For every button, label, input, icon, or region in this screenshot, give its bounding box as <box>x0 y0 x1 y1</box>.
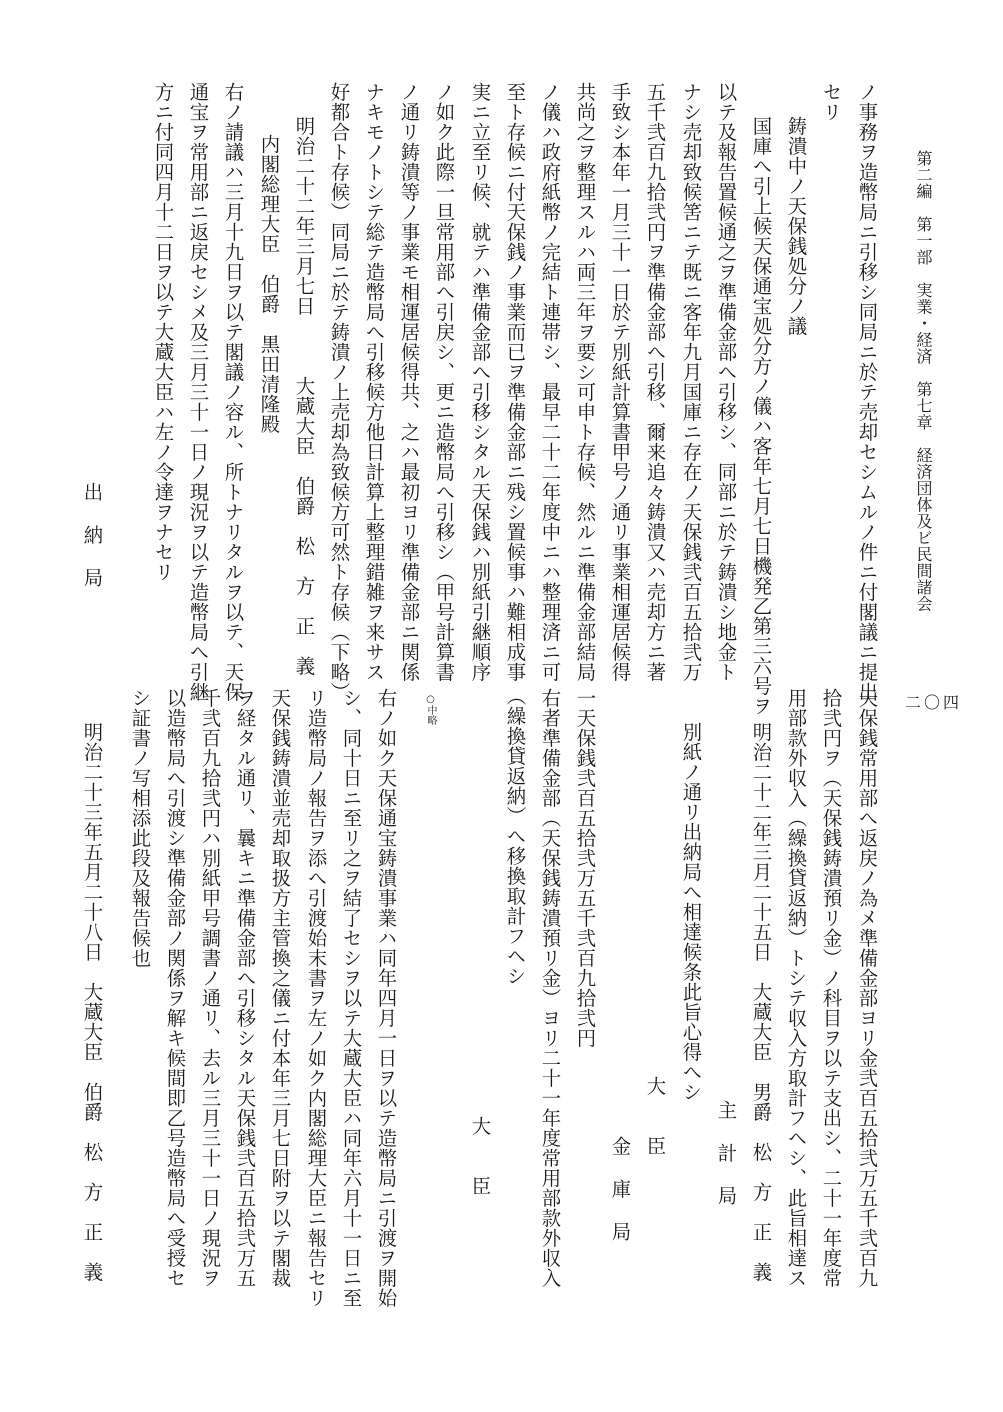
office-name: 出 納 局 <box>80 482 104 589</box>
text-line: 方ニ付同四月十二日ヲ以テ大蔵大臣ハ左ノ令達ヲナセリ <box>151 82 175 582</box>
omission-mark: ○中略 <box>425 694 436 725</box>
text-line: 右ノ請議ハ三月十九日ヲ以テ閣議ノ容ル、所トナリタルヲ以テ、天保 <box>221 82 245 702</box>
text-line: ノ如ク此際一旦常用部へ引戻シ、更ニ造幣局へ引移シ（甲号計算書 <box>432 82 456 682</box>
text-line: 好都合ト存候）同局ニ於テ鋳潰ノ上売却為致候方可然ト存候（下略） <box>327 82 351 702</box>
text-line: セリ <box>819 82 843 122</box>
office-name: 主 計 局 <box>714 1100 738 1207</box>
text-line: 手致シ本年一月三十一日於テ別紙計算書甲号ノ通リ事業相運居候得 <box>608 82 632 682</box>
text-line: 一天保銭弐百五拾弐万五千弐百九拾弐円 <box>573 688 597 1048</box>
text-line: シ証書ノ写相添此段及報告候也 <box>128 688 152 968</box>
minister-title: 大 臣 <box>468 1116 492 1196</box>
text-line: 用部款外収入（繰換貸返納）トシテ収入方取計フヘシ、此旨相達ス <box>784 688 808 1288</box>
text-line: 実ニ立至リ候、就テハ準備金部へ引移シタル天保銭ハ別紙引継順序 <box>468 82 492 682</box>
office-name: 金 庫 局 <box>608 1136 632 1243</box>
text-line: 通宝ヲ常用部ニ返戻セシメ及三月三十一日ノ現況ヲ以テ造幣局へ引継 <box>186 82 210 702</box>
text-line: 別紙ノ通リ出納局へ相達候条此旨心得へシ <box>679 722 703 1102</box>
date-signature: 明治二十二年三月七日 大蔵大臣 伯爵 松 方 正 義 <box>292 116 316 676</box>
text-line: ヲ経タル通リ、曩キニ準備金部へ引移シタル天保銭弐百五拾弐万五 <box>233 688 257 1288</box>
text-line: ナキモノトシテ総テ造幣局へ引移候方他日計算上整理錯雑ヲ来サス <box>362 82 386 682</box>
text-line: 以造幣局へ引渡シ準備金部ノ関係ヲ解キ候間即乙号造幣局へ受授セ <box>163 688 187 1288</box>
text-line: 天保銭鋳潰並売却取扱方主管換之儀ニ付本年三月七日附ヲ以テ閣裁 <box>268 688 292 1288</box>
minister-title: 大 臣 <box>643 1076 667 1156</box>
text-line: ノ儀ハ政府紙幣ノ完結ト連帯シ、最早二十二年度中ニハ整理済ニ可 <box>538 82 562 682</box>
text-line: 千弐百九拾弐円ハ別紙甲号調書ノ通リ、去ル三月三十一日ノ現況ヲ <box>198 688 222 1288</box>
text-line: ノ事務ヲ造幣局ニ引移シ同局ニ於テ売却セシムルノ件ニ付閣議ニ提出 <box>855 82 879 702</box>
text-line: 以テ及報告置候通之ヲ準備金部へ引移シ、同部ニ於テ鋳潰シ地金ト <box>714 82 738 682</box>
text-line: 右ノ如ク天保通宝鋳潰事業ハ同年四月一日ヲ以テ造幣局ニ引渡ヲ開始 <box>374 688 398 1308</box>
running-title: 第二編 第一部 実業・経済 第七章 経済団体及ビ民間諸会 <box>914 150 933 612</box>
text-line: ナシ売却致候筈ニテ既ニ客年九月国庫ニ存在ノ天保銭弐百五拾弐万 <box>679 82 703 682</box>
text-line: ノ通リ鋳潰等ノ事業モ相運居候得共、之ハ最初ヨリ準備金部ニ関係 <box>397 82 421 682</box>
text-line: 国庫へ引上候天保通宝処分方ノ儀ハ客年七月七日機発乙第三六号ヲ <box>749 116 773 716</box>
date-signature: 明治二十三年五月二十八日 大蔵大臣 伯爵 松 方 正 義 <box>80 722 104 1282</box>
text-line: 天保銭常用部へ返戻ノ為メ準備金部ヨリ金弐百五拾弐万五千弐百九 <box>855 688 879 1288</box>
text-line: 右者準備金部（天保銭鋳潰預リ金）ヨリ二十一年度常用部款外収入 <box>538 688 562 1288</box>
text-line: （繰換貸返納）へ移換取計フヘシ <box>503 686 527 986</box>
addressee: 内閣総理大臣 伯爵 黒田清隆殿 <box>257 134 281 434</box>
page-number: 二〇四 <box>905 693 963 712</box>
text-line: シ、同十日ニ至リ之ヲ結了セシヲ以テ大蔵大臣ハ同年六月十一日ニ至 <box>339 688 363 1308</box>
text-line: 至ト存候ニ付天保銭ノ事業而已ヲ準備金部ニ残シ置候事ハ難相成事 <box>503 82 527 682</box>
section-heading: 鋳潰中ノ天保銭処分ノ議 <box>784 116 808 336</box>
text-line: リ造幣局ノ報告ヲ添へ引渡始末書ヲ左ノ如ク内閣総理大臣ニ報告セリ <box>304 688 328 1308</box>
date-signature: 明治二十二年三月二十五日 大蔵大臣 男爵 松 方 正 義 <box>749 722 773 1282</box>
text-line: 共尚之ヲ整理スルハ両三年ヲ要シ可申ト存候、然ルニ準備金部結局 <box>573 82 597 682</box>
text-line: 拾弐円ヲ（天保銭鋳潰預リ金）ノ科目ヲ以テ支出シ、二十一年度常 <box>819 688 843 1288</box>
text-line: 五千弐百九拾弐円ヲ準備金部へ引移、爾来追々鋳潰又ハ売却方ニ著 <box>643 82 667 682</box>
